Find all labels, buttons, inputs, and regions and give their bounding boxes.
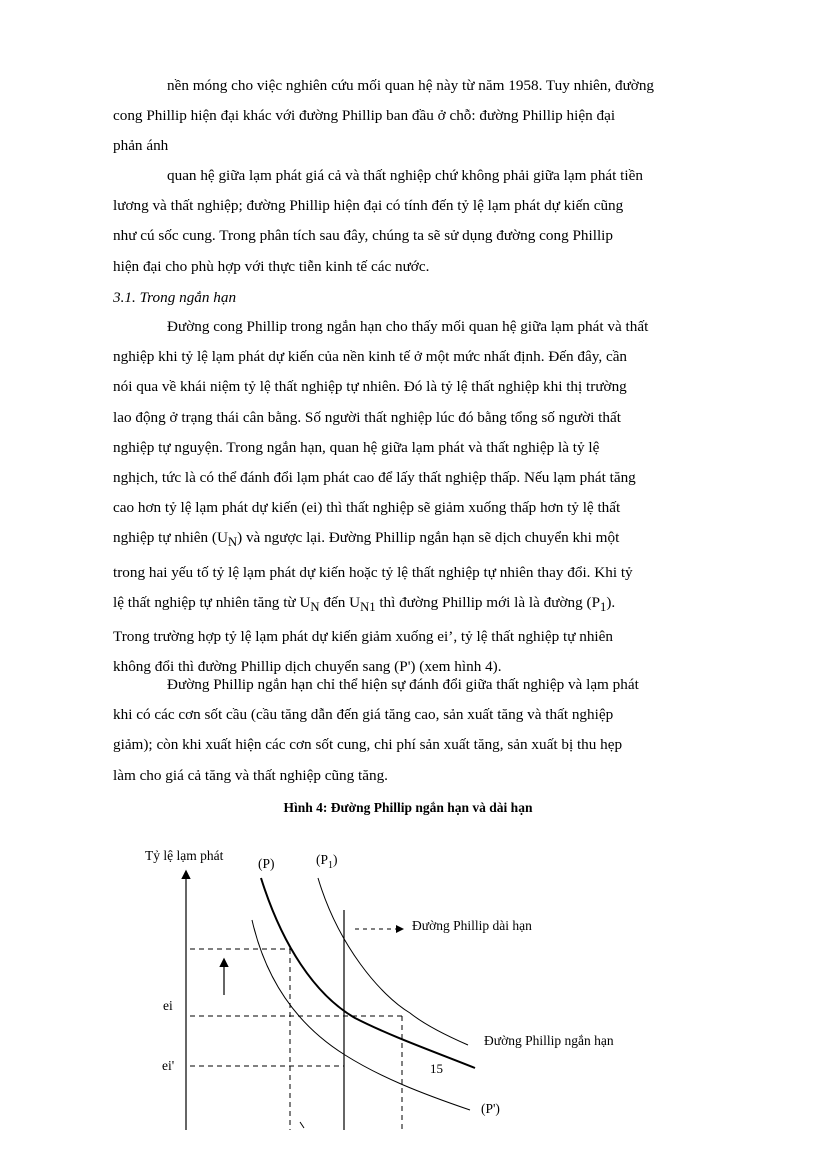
subscript: N [227, 535, 238, 550]
page-number: 15 [430, 1061, 443, 1076]
paragraph-2 [113, 161, 738, 282]
long-run-label: Đường Phillip dài hạn [412, 918, 532, 933]
tick-label-ei: ei [163, 998, 173, 1013]
paragraph-4 [113, 670, 738, 791]
paragraph-1 [113, 71, 738, 162]
text-line: Trong trường hợp tỷ lệ lạm phát dự kiến giảm xuống ei’, tỷ lệ thất nghiệp tự nhiên [113, 628, 613, 646]
figure-caption: Hình 4: Đường Phillip ngắn hạn và dài hạn [283, 800, 533, 815]
text-fragment: ). [606, 593, 616, 611]
text-fragment: phản [113, 137, 143, 155]
phillips-curve-figure [0, 830, 816, 1160]
text-line: hiện đại cho phù hợp với thực tiễn kinh tế các nước. [113, 257, 430, 275]
subscript: N [310, 599, 320, 614]
short-run-label: Đường Phillip ngắn hạn [484, 1033, 614, 1048]
text-line: lao động ở trạng thái cân bằng. Số người thất nghiệp lúc đó bằng tổng số người thất [113, 408, 621, 426]
text-line: nói qua về khái niệm tỷ lệ thất nghiệp tự nhiên. Đó là tỷ lệ thất nghiệp khi thị trường [113, 378, 627, 396]
text-line [113, 588, 738, 622]
curve-label-p1-sub: 1 [328, 860, 334, 871]
text-line: không đổi thì đường Phillip dịch chuyển sang (P') (xem hình 4). [113, 658, 502, 676]
text-line: nghiệp khi tỷ lệ lạm phát dự kiến của nền kinh tế ở một mức nhất định. Đến đây, cần [113, 348, 628, 366]
text-fragment: ) và ngược lại. Đường Phillip ngắn hạn sẽ dịch chuyển khi một [237, 529, 620, 547]
text-line: lương và thất nghiệp; đường Phillip hiện đại có tính đến tỷ lệ lạm phát dự kiến cũng [113, 197, 624, 215]
text-line [113, 523, 738, 557]
curve-label-p1 [316, 852, 338, 871]
subscript: N1 [360, 599, 376, 614]
text-line: quan hệ giữa lạm phát giá cả và thất nghiệp chứ không phải giữa lạm phát tiền [167, 167, 643, 184]
curve-p1 [318, 878, 468, 1045]
subscript: 1 [600, 599, 607, 614]
curve-label-pprime: (P') [481, 1101, 500, 1116]
text-fragment: thì đường Phillip mới là là đường (P [375, 593, 601, 611]
y-axis-label: Tỷ lệ lạm phát [145, 848, 224, 863]
text-fragment: nghiệp tự nhiên (U [113, 529, 228, 547]
curve-p [261, 878, 475, 1068]
text-line: trong hai yếu tố tỷ lệ lạm phát dự kiến hoặc tỷ lệ thất nghiệp tự nhiên thay đổi. Khi tỷ [113, 563, 633, 581]
text-line: nền móng cho việc nghiên cứu mối quan hệ này từ năm 1958. Tuy nhiên, đường [167, 77, 655, 94]
text-line: nghịch, tức là có thể đánh đổi lạm phát cao để lấy thất nghiệp thấp. Nếu lạm phát tăng [113, 469, 636, 487]
text-line: Đường cong Phillip trong ngắn hạn cho thấy mối quan hệ giữa lạm phát và thất [167, 318, 649, 335]
curve-label-p: (P) [258, 856, 275, 871]
text-line: cao hơn tỷ lệ lạm phát dự kiến (ei) thì thất nghiệp sẽ giảm xuống thấp hơn tỷ lệ thất [113, 499, 621, 517]
text-line: Đường Phillip ngắn hạn chỉ thể hiện sự đánh đổi giữa thất nghiệp và lạm phát [167, 676, 639, 693]
curve-label-p1-main: (P [316, 852, 329, 867]
text-line: nghiệp tự nguyện. Trong ngắn hạn, quan hệ giữa lạm phát và thất nghiệp là tỷ lệ [113, 438, 600, 456]
text-fragment: đến U [319, 593, 361, 611]
text-line: cong Phillip hiện đại khác với đường Phillip ban đầu ở chỗ: đường Phillip hiện đại [113, 107, 616, 125]
paragraph-3 [113, 312, 738, 683]
text-line: khi có các cơn sốt cầu (cầu tăng dẫn đến giá tăng cao, sản xuất tăng và thất nghiệp [113, 706, 614, 724]
tick-label-ei-prime: ei' [162, 1058, 175, 1073]
text-fragment: ánh [146, 137, 169, 155]
text-line: làm cho giá cả tăng và thất nghiệp cũng tăng. [113, 766, 388, 784]
text-line: giảm); còn khi xuất hiện các cơn sốt cung, chi phí sản xuất tăng, sản xuất bị thu hẹp [113, 736, 623, 754]
curve-label-p1-close: ) [333, 852, 338, 867]
text-line-split [113, 131, 738, 161]
text-fragment: lệ thất nghiệp tự nhiên tăng từ U [113, 593, 311, 611]
text-line: như cú sốc cung. Trong phân tích sau đây, chúng ta sẽ sử dụng đường cong Phillip [113, 227, 613, 245]
section-heading: 3.1. Trong ngắn hạn [113, 289, 237, 306]
